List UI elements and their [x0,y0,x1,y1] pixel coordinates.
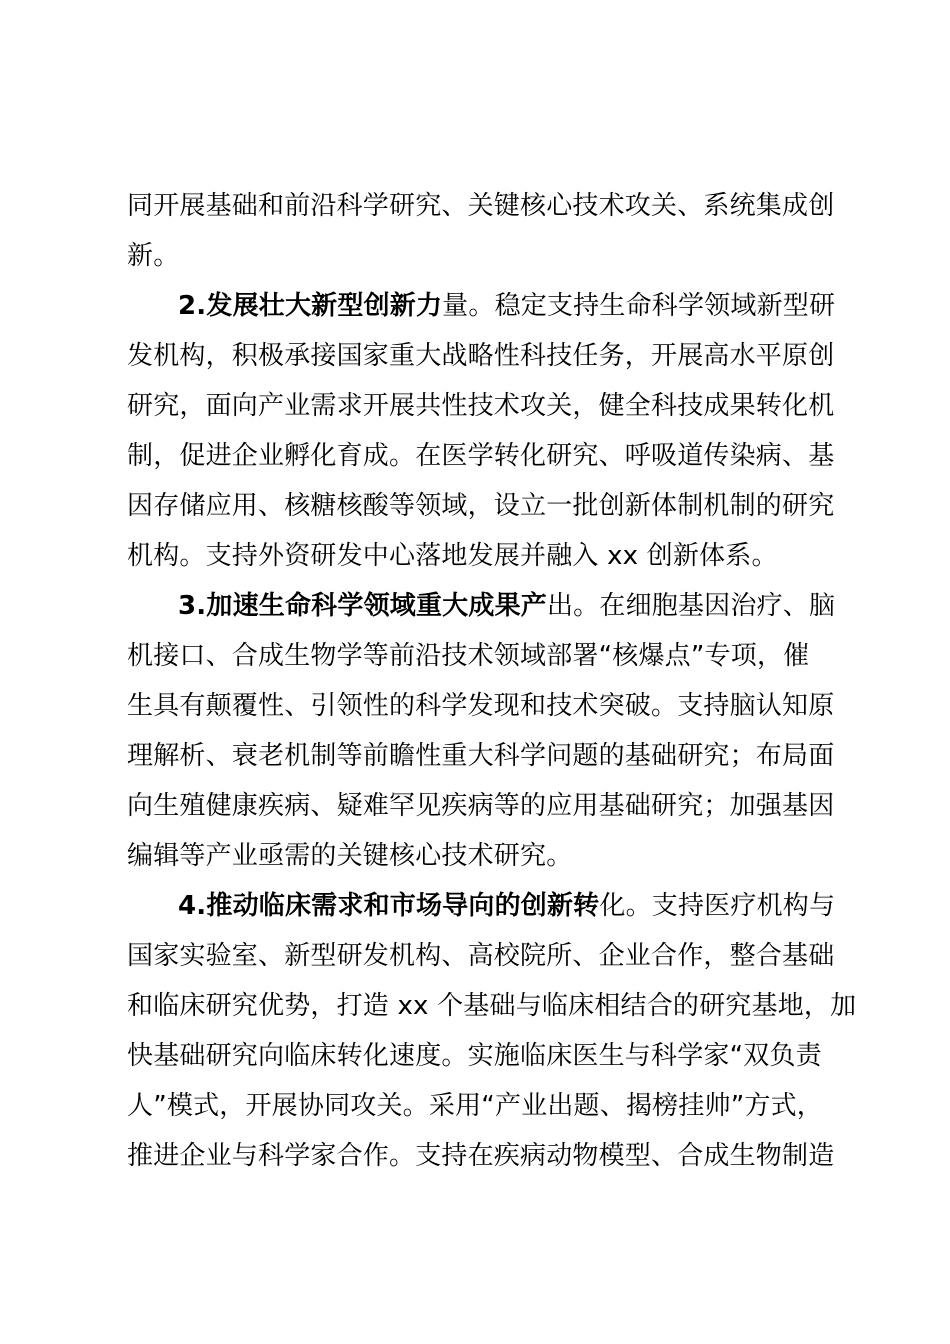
body-text-line [127,686,837,726]
body-text-line [127,636,837,676]
text-run: 生具有颠覆性、引领性的科学发现和技术突破。支持脑认知原 [127,691,835,721]
body-text-line [127,186,837,226]
body-text-line [127,786,837,826]
text-run: 出。在细胞基因治疗、脑 [546,591,836,621]
text-run: 国家实验室、新型研发机构、高校院所、企业合作，整合基础 [127,941,835,971]
text-run: 量。稳定支持生命科学领域新型研 [442,291,836,321]
text-run: 机接口、合成生物学等前沿技术领域部署“核爆点”专项，催 [127,641,810,671]
section-heading: 3.加速生命科学领域重大成果产 [178,591,547,621]
section-4-first-line [178,886,838,926]
body-text-line [127,336,837,376]
text-run: 理解析、衰老机制等前瞻性重大科学问题的基础研究；布局面 [127,741,835,771]
text-run: 和临床研究优势，打造 xx 个基础与临床相结合的研究基地，加 [127,991,857,1021]
section-2-first-line [178,286,838,326]
text-run: 发机构，积极承接国家重大战略性科技任务，开展高水平原创 [127,341,835,371]
text-run: 制，促进企业孵化育成。在医学转化研究、呼吸道传染病、基 [127,441,835,471]
body-text-line [127,536,837,576]
text-run: 向生殖健康疾病、疑难罕见疾病等的应用基础研究；加强基因 [127,791,835,821]
body-text-line [127,486,837,526]
body-text-line [127,836,837,876]
text-run: 推进企业与科学家合作。支持在疾病动物模型、合成生物制造 [127,1141,835,1171]
body-text-line [127,1086,837,1126]
text-run: 同开展基础和前沿科学研究、关键核心技术攻关、系统集成创 [127,191,835,221]
text-run: 研究，面向产业需求开展共性技术攻关，健全科技成果转化机 [127,391,835,421]
text-run: 新。 [127,241,180,271]
body-text-line [127,436,837,476]
text-run: 机构。支持外资研发中心落地发展并融入 xx 创新体系。 [127,541,778,571]
section-3-first-line [178,586,838,626]
body-text-line [127,1036,837,1076]
body-text-line [127,236,837,276]
body-text-line [127,736,837,776]
text-run: 人”模式，开展协同攻关。采用“产业出题、揭榜挂帅”方式， [127,1091,824,1121]
text-run: 快基础研究向临床转化速度。实施临床医生与科学家“双负责 [127,1041,822,1071]
body-text-line [127,1136,837,1176]
section-heading: 4.推动临床需求和市场导向的创新转 [178,891,600,921]
text-run: 化。支持医疗机构与 [599,891,836,921]
body-text-line [127,936,837,976]
text-run: 因存储应用、核糖核酸等领域，设立一批创新体制机制的研究 [127,491,835,521]
section-heading: 2.发展壮大新型创新力 [178,291,443,321]
text-run: 编辑等产业亟需的关键核心技术研究。 [127,841,573,871]
body-text-line [127,386,837,426]
body-text-line [127,986,857,1026]
